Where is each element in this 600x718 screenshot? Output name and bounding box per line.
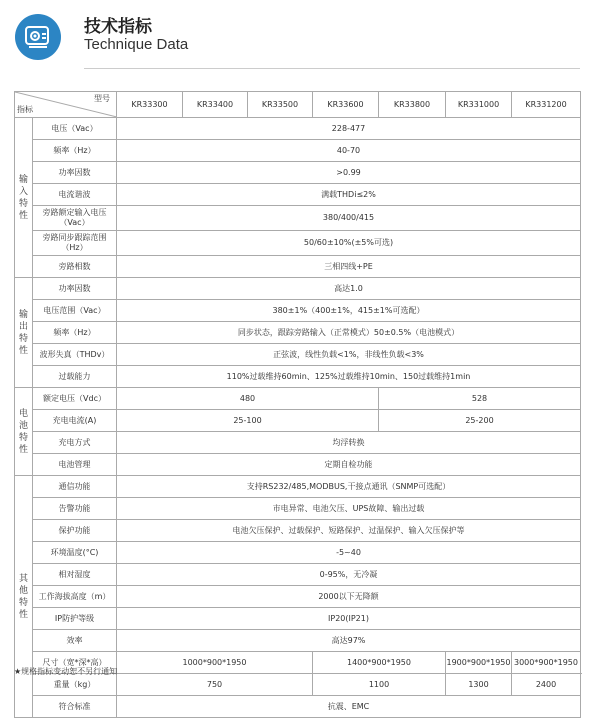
row-label: 重量（kg） [33, 674, 117, 696]
table-row [15, 630, 581, 652]
row-value: >0.99 [117, 162, 581, 184]
row-value: 1900*900*1950 [446, 652, 512, 674]
row-value: 抗震、EMC [117, 696, 581, 718]
model-header: KR33400 [183, 92, 248, 118]
table-row [15, 410, 581, 432]
row-value: 高达97% [117, 630, 581, 652]
row-label: 电池管理 [33, 454, 117, 476]
row-label: 环境温度(°C) [33, 542, 117, 564]
spec-table [14, 91, 581, 718]
row-label: 功率因数 [33, 162, 117, 184]
row-value: 528 [379, 388, 581, 410]
table-row [15, 498, 581, 520]
row-label: IP防护等级 [33, 608, 117, 630]
row-value: 2000以下无降额 [117, 586, 581, 608]
gear-chart-icon [15, 14, 61, 60]
row-value: 110%过载维持60min、125%过载维持10min、150过载维持1min [117, 366, 581, 388]
table-row [15, 231, 581, 256]
table-row [15, 140, 581, 162]
table-row [15, 432, 581, 454]
table-row [15, 256, 581, 278]
table-row [15, 278, 581, 300]
row-value: 电池欠压保护、过载保护、短路保护、过温保护、输入欠压保护等 [117, 520, 581, 542]
row-value: 定期自检功能 [117, 454, 581, 476]
row-label: 波形失真（THDv） [33, 344, 117, 366]
row-label: 频率（Hz） [33, 140, 117, 162]
model-header: KR33800 [379, 92, 446, 118]
corner-spec-label: 指标 [17, 105, 33, 114]
row-label: 保护功能 [33, 520, 117, 542]
page-subtitle: Technique Data [84, 36, 189, 53]
row-value: 1000*900*1950 [117, 652, 313, 674]
row-label: 功率因数 [33, 278, 117, 300]
row-label: 符合标准 [33, 696, 117, 718]
table-row [15, 520, 581, 542]
row-value: 支持RS232/485,MODBUS,干接点通讯（SNMP可选配） [117, 476, 581, 498]
row-label: 尺寸（宽*深*高） [33, 652, 117, 674]
table-row [15, 696, 581, 718]
row-label: 额定电压（Vdc） [33, 388, 117, 410]
row-label: 通信功能 [33, 476, 117, 498]
row-value: 380±1%（400±1%，415±1%可选配） [117, 300, 581, 322]
row-label: 电压范围（Vac） [33, 300, 117, 322]
group-output-label: 输出特性 [15, 278, 33, 388]
row-value: IP20(IP21) [117, 608, 581, 630]
table-row [15, 206, 581, 231]
row-value: 1400*900*1950 [313, 652, 446, 674]
row-value: 高达1.0 [117, 278, 581, 300]
group-other-label: 其他特性 [15, 476, 33, 718]
footnote: ★规格指标变动恕不另行通知 [14, 667, 118, 676]
row-value: 380/400/415 [117, 206, 581, 231]
table-header-row [15, 92, 581, 118]
header-divider [84, 68, 580, 69]
table-row [15, 608, 581, 630]
table-row [15, 388, 581, 410]
table-row [15, 184, 581, 206]
table-row [15, 118, 581, 140]
row-value: 3000*900*1950 [512, 652, 581, 674]
group-input-label: 输入特性 [15, 118, 33, 278]
model-header: KR331000 [446, 92, 512, 118]
model-header: KR33300 [117, 92, 183, 118]
row-value: 480 [117, 388, 379, 410]
corner-cell [15, 92, 117, 118]
row-label: 过载能力 [33, 366, 117, 388]
table-row [15, 300, 581, 322]
page-header [0, 0, 600, 75]
table-row [15, 366, 581, 388]
row-value: 2400 [512, 674, 581, 696]
row-value: 25-100 [117, 410, 379, 432]
row-label: 效率 [33, 630, 117, 652]
row-label: 旁路同步跟踪范围（Hz） [33, 231, 117, 256]
row-value: 1100 [313, 674, 446, 696]
group-battery-label: 电池特性 [15, 388, 33, 476]
row-label: 旁路相数 [33, 256, 117, 278]
table-row [15, 564, 581, 586]
table-row [15, 454, 581, 476]
row-value: 50/60±10%(±5%可选) [117, 231, 581, 256]
row-value: 三相四线+PE [117, 256, 581, 278]
table-row [15, 586, 581, 608]
row-label: 电流谐波 [33, 184, 117, 206]
table-row [15, 322, 581, 344]
row-label: 充电方式 [33, 432, 117, 454]
row-value: 750 [117, 674, 313, 696]
row-label: 告警功能 [33, 498, 117, 520]
table-row [15, 542, 581, 564]
model-header: KR33500 [248, 92, 313, 118]
model-header: KR33600 [313, 92, 379, 118]
row-label: 频率（Hz） [33, 322, 117, 344]
row-value: -5~40 [117, 542, 581, 564]
page-title: 技术指标 [84, 17, 152, 37]
row-value: 满载THDi≤2% [117, 184, 581, 206]
table-row [15, 162, 581, 184]
row-value: 25-200 [379, 410, 581, 432]
row-value: 市电异常、电池欠压、UPS故障、输出过载 [117, 498, 581, 520]
table-row [15, 476, 581, 498]
row-value: 同步状态，跟踪旁路输入（正常模式）50±0.5%（电池模式） [117, 322, 581, 344]
row-value: 40-70 [117, 140, 581, 162]
row-value: 0-95%，无冷凝 [117, 564, 581, 586]
row-value: 1300 [446, 674, 512, 696]
row-label: 旁路额定输入电压（Vac） [33, 206, 117, 231]
row-label: 电压（Vac） [33, 118, 117, 140]
row-label: 工作海拔高度（m） [33, 586, 117, 608]
row-label: 相对湿度 [33, 564, 117, 586]
corner-model-label: 型号 [94, 94, 110, 103]
row-value: 228-477 [117, 118, 581, 140]
row-value: 均浮转换 [117, 432, 581, 454]
table-row [15, 344, 581, 366]
model-header: KR331200 [512, 92, 581, 118]
row-label: 充电电流(A) [33, 410, 117, 432]
row-value: 正弦波，线性负载<1%，非线性负载<3% [117, 344, 581, 366]
